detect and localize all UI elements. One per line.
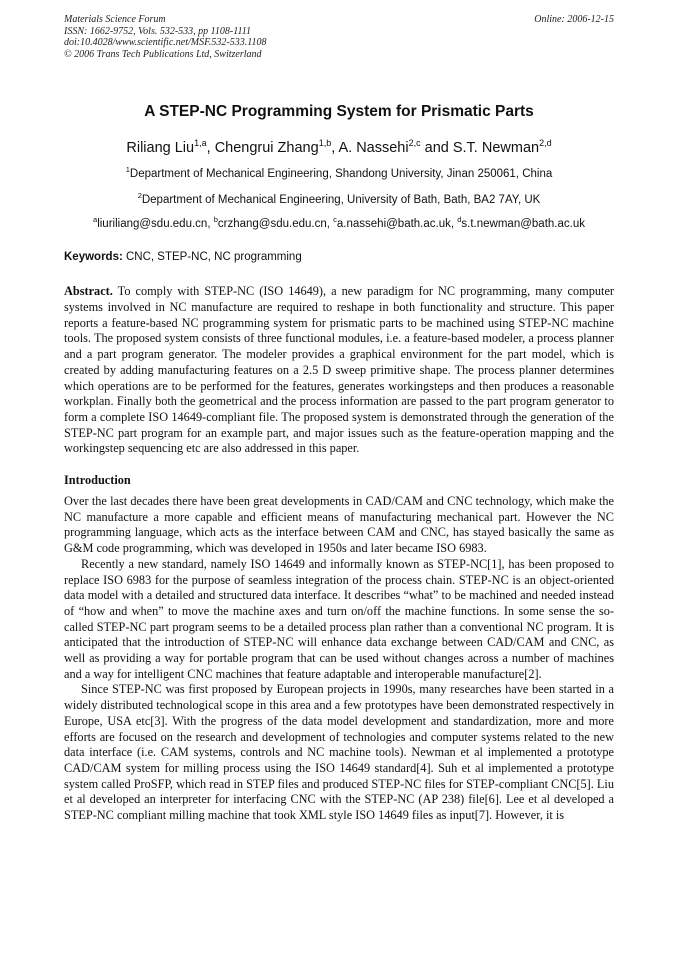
email-address[interactable]: a.nassehi@bath.ac.uk, (336, 218, 458, 231)
section-heading-introduction: Introduction (64, 473, 131, 488)
email-address[interactable]: liuriliang@sdu.edu.cn, (97, 218, 214, 231)
affiliation-superscript: 2 (137, 190, 142, 200)
affiliation-2 (64, 189, 614, 207)
author-superscript: 1,b (318, 138, 332, 148)
issn-line: ISSN: 1662-9752, Vols. 532-533, pp 1108-1111 (64, 25, 252, 37)
author-superscript: 2,d (539, 138, 552, 148)
email-superscript: b (213, 215, 218, 225)
journal-name: Materials Science Forum (64, 14, 166, 25)
journal-header (64, 14, 614, 60)
author-list (64, 138, 614, 156)
author-superscript: 2,c (408, 138, 421, 148)
intro-paragraph-1: Over the last decades there have been great developments in CAD/CAM and CNC technology, which make the NC manufacture a more capable and efficient means of manufacturing mechanical part. However the NC programming language, which acts as the interface between CAM and CNC, has stayed basically the same as G&M code programming, which was developed in 1950s and later became ISO 6983. (64, 494, 614, 556)
author-separator: , (331, 139, 339, 156)
email-superscript: c (333, 215, 337, 225)
keywords (64, 251, 614, 263)
email-list (64, 215, 614, 230)
email-superscript: d (457, 215, 462, 225)
affiliation-superscript: 1 (125, 164, 130, 174)
affiliation-1 (64, 163, 614, 181)
author-superscript: 1,a (194, 138, 207, 148)
abstract-label: Abstract. (64, 284, 113, 299)
online-date: Online: 2006-12-15 (534, 14, 614, 25)
intro-paragraph-3: Since STEP-NC was first proposed by European projects in 1990s, many researches have been started in a widely distributed technological scope in this area and a few prototypes have been demonstrated respectively in Europe, USA etc[3]. With the progress of the data model development and standardization, more and more efforts are focused on the research and development of technologies and computer systems related to the new data interface (i.e. CAM systems, controls and NC machine tools). Newman et al implemented a prototype CAD/CAM system for milling process using the ISO 14649 standard[4]. Suh et al implemented a prototype system called ProSFP, which read in STEP files and produced STEP-NC files for STEP-compliant CNC[5]. Liu et al developed an interpreter for interfacing CNC with the STEP-NC (AP 238) file[6]. Lee et al developed a STEP-NC compliant milling machine that took XML style ISO 14649 files as input[7]. However, it is (64, 682, 614, 823)
author-separator: and (420, 139, 453, 156)
author-name: Chengrui Zhang (214, 139, 319, 156)
paper-title: A STEP-NC Programming System for Prismatic Parts (144, 103, 534, 120)
author-name: S.T. Newman (452, 139, 540, 156)
abstract-text: To comply with STEP-NC (ISO 14649), a new paradigm for NC programming, many computer systems involved in NC manufacture are required to reshape in both functionality and structure. This paper reports a feature-based NC programming system for prismatic parts to be machined using STEP-NC machine tools. The proposed system consists of three functional modules, i.e. a feature-based modeler, a process planner and a part program generator. The modeler provides a graphical environment for the part model, which is created by adding manufacturing features on a 2.5 D sweep primitive shape. The process planner determines which operations are to be performed for the features, generates workingsteps and then produces a reasonable workplan. Finally both the geometrical and the process information are passed to the part program generator to form a complete ISO 14649-compliant file. The proposed system is demonstrated through the generation of the STEP-NC part program for an example part, and major issues such as the feature-operation mapping and the workingstep sequencing etc are also addressed in this paper. (64, 284, 614, 456)
copyright-line: © 2006 Trans Tech Publications Ltd, Switzerland (64, 48, 262, 60)
keywords-text: CNC, STEP-NC, NC programming (122, 251, 302, 264)
intro-paragraph-2: Recently a new standard, namely ISO 14649 and informally known as STEP-NC[1], has been proposed to replace ISO 6983 for the purpose of seamless integration of the process chain. STEP-NC is an object-oriented data model with a detailed and structured data interface. It describes “what” to be machined and needed instead of “how and when” to move the machine axes and turn on/off the machine functions. In some sense the so-called STEP-NC part program seems to be a detailed process plan rather than a conventional NC program. It is anticipated that the introduction of STEP-NC will enhance data exchange between CAD/CAM and CNC, as well as providing a way for portable program that can be used without changes across a number of machines and a way for intelligent CNC machines that feature adaptable and interoperable manufacture[2]. (64, 556, 614, 681)
author-name: A. Nassehi (338, 139, 409, 156)
email-superscript: a (93, 215, 98, 225)
affiliation-text: Department of Mechanical Engineering, University of Bath, Bath, BA2 7AY, UK (141, 193, 541, 206)
doi-line: doi:10.4028/www.scientific.net/MSF.532-533.1108 (64, 37, 267, 48)
email-address[interactable]: s.t.newman@bath.ac.uk (461, 218, 585, 231)
email-address[interactable]: crzhang@sdu.edu.cn, (217, 218, 334, 231)
keywords-label: Keywords: (64, 251, 123, 264)
author-name: Riliang Liu (126, 139, 195, 156)
affiliation-text: Department of Mechanical Engineering, Shandong University, Jinan 250061, China (129, 167, 553, 180)
author-separator: , (206, 139, 215, 156)
abstract (64, 284, 614, 457)
